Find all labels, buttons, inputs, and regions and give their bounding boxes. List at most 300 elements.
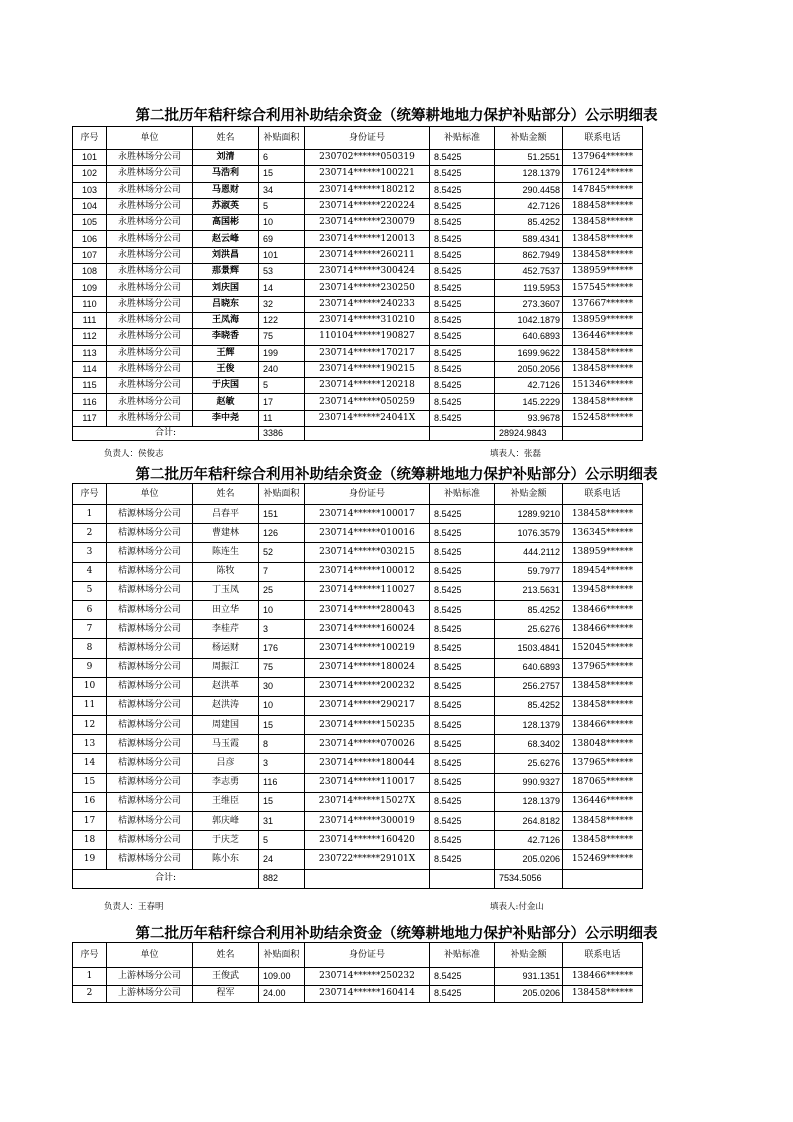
table-row — [73, 773, 643, 792]
cell-col-amount: 25.6276 — [495, 620, 563, 639]
cell-col-amount: 1289.9210 — [495, 505, 563, 524]
cell-col-unit: 永胜林场分公司 — [107, 231, 193, 247]
cell-col-unit: 桔源林场分公司 — [107, 620, 193, 639]
cell-col-name: 王凤海 — [193, 312, 259, 328]
cell-col-area: 6 — [259, 150, 305, 166]
cell-col-id: 230714******050259 — [305, 394, 430, 410]
header-col-id: 身份证号 — [305, 127, 430, 150]
cell-col-area: 69 — [259, 231, 305, 247]
cell-col-id: 230714******030215 — [305, 543, 430, 562]
cell-col-index: 7 — [73, 620, 107, 639]
table-row — [73, 620, 643, 639]
cell-col-name: 李中尧 — [193, 410, 259, 426]
cell-col-name: 吕春平 — [193, 505, 259, 524]
table-row — [73, 696, 643, 715]
total-label: 合计: — [73, 869, 259, 888]
cell-col-rate: 8.5425 — [430, 600, 495, 619]
cell-col-unit: 永胜林场分公司 — [107, 182, 193, 198]
cell-col-index: 8 — [73, 639, 107, 658]
header-col-unit: 单位 — [107, 484, 193, 505]
cell-col-unit: 桔源林场分公司 — [107, 639, 193, 658]
cell-col-phone: 138458****** — [563, 247, 643, 263]
total-empty-rate — [430, 427, 495, 441]
cell-col-phone: 137667****** — [563, 296, 643, 312]
cell-col-rate: 8.5425 — [430, 773, 495, 792]
table-row — [73, 562, 643, 581]
cell-col-unit: 桔源林场分公司 — [107, 543, 193, 562]
table-row — [73, 677, 643, 696]
cell-col-unit: 桔源林场分公司 — [107, 831, 193, 850]
cell-col-index: 101 — [73, 150, 107, 166]
cell-col-area: 14 — [259, 280, 305, 296]
cell-col-index: 10 — [73, 677, 107, 696]
cell-col-area: 52 — [259, 543, 305, 562]
cell-col-id: 230714******300019 — [305, 812, 430, 831]
cell-col-phone: 138959****** — [563, 264, 643, 280]
cell-col-phone: 138458****** — [563, 696, 643, 715]
cell-col-name: 马玉霞 — [193, 735, 259, 754]
total-empty-phone — [563, 427, 643, 441]
total-empty-rate — [430, 869, 495, 888]
table-row — [73, 264, 643, 280]
cell-col-name: 陈连生 — [193, 543, 259, 562]
cell-col-rate: 8.5425 — [430, 581, 495, 600]
cell-col-amount: 59.7977 — [495, 562, 563, 581]
cell-col-area: 30 — [259, 677, 305, 696]
cell-col-name: 田立华 — [193, 600, 259, 619]
total-row — [73, 427, 643, 441]
cell-col-rate: 8.5425 — [430, 231, 495, 247]
cell-col-unit: 桔源林场分公司 — [107, 677, 193, 696]
cell-col-area: 5 — [259, 198, 305, 214]
cell-col-rate: 8.5425 — [430, 735, 495, 754]
cell-col-name: 王俊武 — [193, 968, 259, 986]
cell-col-phone: 138458****** — [563, 812, 643, 831]
cell-col-index: 5 — [73, 581, 107, 600]
cell-col-index: 114 — [73, 361, 107, 377]
table-row — [73, 345, 643, 361]
cell-col-area: 24.00 — [259, 985, 305, 1003]
cell-col-index: 103 — [73, 182, 107, 198]
header-col-amount: 补贴金额 — [495, 943, 563, 968]
table-row — [73, 831, 643, 850]
cell-col-id: 230714******180212 — [305, 182, 430, 198]
header-col-name: 姓名 — [193, 127, 259, 150]
cell-col-area: 101 — [259, 247, 305, 263]
cell-col-area: 240 — [259, 361, 305, 377]
cell-col-amount: 264.8182 — [495, 812, 563, 831]
table-row — [73, 812, 643, 831]
cell-col-rate: 8.5425 — [430, 312, 495, 328]
cell-col-index: 109 — [73, 280, 107, 296]
cell-col-area: 176 — [259, 639, 305, 658]
cell-col-amount: 2050.2056 — [495, 361, 563, 377]
cell-col-unit: 桔源林场分公司 — [107, 812, 193, 831]
header-col-rate: 补贴标准 — [430, 943, 495, 968]
table-row — [73, 850, 643, 869]
cell-col-unit: 永胜林场分公司 — [107, 312, 193, 328]
header-col-rate: 补贴标准 — [430, 484, 495, 505]
table-row — [73, 754, 643, 773]
cell-col-phone: 152458****** — [563, 410, 643, 426]
cell-col-rate: 8.5425 — [430, 658, 495, 677]
cell-col-index: 110 — [73, 296, 107, 312]
cell-col-phone: 138466****** — [563, 600, 643, 619]
cell-col-amount: 25.6276 — [495, 754, 563, 773]
cell-col-index: 111 — [73, 312, 107, 328]
cell-col-id: 230714******200232 — [305, 677, 430, 696]
cell-col-name: 那景辉 — [193, 264, 259, 280]
cell-col-phone: 151346****** — [563, 378, 643, 394]
cell-col-unit: 永胜林场分公司 — [107, 150, 193, 166]
cell-col-id: 230714******230079 — [305, 215, 430, 231]
cell-col-phone: 138458****** — [563, 505, 643, 524]
cell-col-index: 112 — [73, 329, 107, 345]
cell-col-rate: 8.5425 — [430, 410, 495, 426]
table-row — [73, 968, 643, 986]
cell-col-phone: 189454****** — [563, 562, 643, 581]
cell-col-phone: 152469****** — [563, 850, 643, 869]
header-col-area: 补贴面积 — [259, 484, 305, 505]
cell-col-name: 赵敏 — [193, 394, 259, 410]
cell-col-rate: 8.5425 — [430, 505, 495, 524]
cell-col-amount: 589.4341 — [495, 231, 563, 247]
cell-col-id: 230714******250232 — [305, 968, 430, 986]
cell-col-name: 郭庆峰 — [193, 812, 259, 831]
cell-col-area: 7 — [259, 562, 305, 581]
cell-col-rate: 8.5425 — [430, 968, 495, 986]
cell-col-rate: 8.5425 — [430, 677, 495, 696]
total-empty-id — [305, 427, 430, 441]
header-col-amount: 补贴金额 — [495, 127, 563, 150]
table-row — [73, 505, 643, 524]
cell-col-phone: 138466****** — [563, 716, 643, 735]
table-row — [73, 182, 643, 198]
cell-col-index: 14 — [73, 754, 107, 773]
cell-col-area: 17 — [259, 394, 305, 410]
cell-col-name: 赵云峰 — [193, 231, 259, 247]
cell-col-index: 105 — [73, 215, 107, 231]
cell-col-index: 1 — [73, 968, 107, 986]
cell-col-area: 15 — [259, 716, 305, 735]
table-row — [73, 394, 643, 410]
cell-col-phone: 138458****** — [563, 215, 643, 231]
cell-col-unit: 桔源林场分公司 — [107, 754, 193, 773]
cell-col-amount: 640.6893 — [495, 329, 563, 345]
cell-col-unit: 永胜林场分公司 — [107, 215, 193, 231]
cell-col-unit: 桔源林场分公司 — [107, 562, 193, 581]
cell-col-id: 110104******190827 — [305, 329, 430, 345]
cell-col-index: 3 — [73, 543, 107, 562]
cell-col-id: 230714******110017 — [305, 773, 430, 792]
cell-col-area: 122 — [259, 312, 305, 328]
cell-col-rate: 8.5425 — [430, 639, 495, 658]
cell-col-name: 王俊 — [193, 361, 259, 377]
cell-col-index: 19 — [73, 850, 107, 869]
header-col-phone: 联系电话 — [563, 484, 643, 505]
cell-col-area: 25 — [259, 581, 305, 600]
total-label: 合计: — [73, 427, 259, 441]
table-row — [73, 329, 643, 345]
cell-col-id: 230714******100012 — [305, 562, 430, 581]
cell-col-unit: 桔源林场分公司 — [107, 850, 193, 869]
total-row — [73, 869, 643, 888]
cell-col-area: 75 — [259, 658, 305, 677]
cell-col-unit: 永胜林场分公司 — [107, 394, 193, 410]
cell-col-unit: 桔源林场分公司 — [107, 792, 193, 811]
cell-col-rate: 8.5425 — [430, 716, 495, 735]
cell-col-name: 苏淑英 — [193, 198, 259, 214]
cell-col-amount: 1699.9622 — [495, 345, 563, 361]
cell-col-rate: 8.5425 — [430, 166, 495, 182]
header-col-amount: 补贴金额 — [495, 484, 563, 505]
cell-col-index: 113 — [73, 345, 107, 361]
cell-col-phone: 138466****** — [563, 968, 643, 986]
cell-col-amount: 42.7126 — [495, 378, 563, 394]
cell-col-phone: 138458****** — [563, 831, 643, 850]
cell-col-index: 13 — [73, 735, 107, 754]
cell-col-phone: 138458****** — [563, 394, 643, 410]
cell-col-area: 34 — [259, 182, 305, 198]
cell-col-amount: 1042.1879 — [495, 312, 563, 328]
cell-col-phone: 137965****** — [563, 754, 643, 773]
cell-col-id: 230714******160414 — [305, 985, 430, 1003]
cell-col-index: 116 — [73, 394, 107, 410]
cell-col-unit: 桔源林场分公司 — [107, 735, 193, 754]
cell-col-id: 230714******120218 — [305, 378, 430, 394]
cell-col-area: 15 — [259, 792, 305, 811]
table-row — [73, 524, 643, 543]
cell-col-id: 230714******070026 — [305, 735, 430, 754]
cell-col-rate: 8.5425 — [430, 215, 495, 231]
cell-col-name: 马浩利 — [193, 166, 259, 182]
cell-col-index: 115 — [73, 378, 107, 394]
total-amount: 7534.5056 — [495, 869, 563, 888]
cell-col-amount: 273.3607 — [495, 296, 563, 312]
cell-col-id: 230714******260211 — [305, 247, 430, 263]
total-area: 882 — [259, 869, 305, 888]
cell-col-id: 230714******100221 — [305, 166, 430, 182]
table-row — [73, 280, 643, 296]
cell-col-unit: 永胜林场分公司 — [107, 280, 193, 296]
header-col-id: 身份证号 — [305, 484, 430, 505]
cell-col-unit: 永胜林场分公司 — [107, 166, 193, 182]
table-row — [73, 639, 643, 658]
cell-col-amount: 128.1379 — [495, 166, 563, 182]
cell-col-phone: 138458****** — [563, 677, 643, 696]
cell-col-name: 赵洪涛 — [193, 696, 259, 715]
cell-col-amount: 42.7126 — [495, 198, 563, 214]
cell-col-id: 230714******100017 — [305, 505, 430, 524]
cell-col-rate: 8.5425 — [430, 812, 495, 831]
cell-col-amount: 128.1379 — [495, 792, 563, 811]
cell-col-index: 102 — [73, 166, 107, 182]
cell-col-id: 230714******110027 — [305, 581, 430, 600]
cell-col-unit: 桔源林场分公司 — [107, 581, 193, 600]
cell-col-index: 104 — [73, 198, 107, 214]
section-3-table — [72, 942, 643, 1003]
table-row — [73, 215, 643, 231]
cell-col-id: 230714******190215 — [305, 361, 430, 377]
cell-col-name: 王维臣 — [193, 792, 259, 811]
cell-col-index: 12 — [73, 716, 107, 735]
cell-col-area: 116 — [259, 773, 305, 792]
cell-col-id: 230714******220224 — [305, 198, 430, 214]
cell-col-unit: 桔源林场分公司 — [107, 696, 193, 715]
cell-col-id: 230714******170217 — [305, 345, 430, 361]
cell-col-id: 230714******180044 — [305, 754, 430, 773]
cell-col-area: 31 — [259, 812, 305, 831]
cell-col-amount: 213.5631 — [495, 581, 563, 600]
cell-col-unit: 桔源林场分公司 — [107, 600, 193, 619]
cell-col-index: 4 — [73, 562, 107, 581]
total-empty-phone — [563, 869, 643, 888]
cell-col-amount: 128.1379 — [495, 716, 563, 735]
cell-col-rate: 8.5425 — [430, 754, 495, 773]
cell-col-amount: 205.0206 — [495, 985, 563, 1003]
table-row — [73, 312, 643, 328]
section-1-leader: 负责人：侯俊志 — [104, 449, 164, 459]
cell-col-phone: 136446****** — [563, 792, 643, 811]
cell-col-name: 王辉 — [193, 345, 259, 361]
cell-col-name: 吕彦 — [193, 754, 259, 773]
cell-col-unit: 永胜林场分公司 — [107, 378, 193, 394]
table-row — [73, 150, 643, 166]
cell-col-amount: 85.4252 — [495, 696, 563, 715]
cell-col-phone: 137965****** — [563, 658, 643, 677]
cell-col-name: 于庆国 — [193, 378, 259, 394]
cell-col-name: 周振江 — [193, 658, 259, 677]
cell-col-rate: 8.5425 — [430, 296, 495, 312]
cell-col-name: 周建国 — [193, 716, 259, 735]
cell-col-id: 230714******120013 — [305, 231, 430, 247]
table-row — [73, 166, 643, 182]
cell-col-phone: 136345****** — [563, 524, 643, 543]
cell-col-amount: 42.7126 — [495, 831, 563, 850]
section-1-table — [72, 126, 643, 441]
cell-col-index: 107 — [73, 247, 107, 263]
cell-col-id: 230714******280043 — [305, 600, 430, 619]
cell-col-phone: 138959****** — [563, 312, 643, 328]
cell-col-unit: 永胜林场分公司 — [107, 264, 193, 280]
table-row — [73, 600, 643, 619]
cell-col-area: 109.00 — [259, 968, 305, 986]
cell-col-index: 18 — [73, 831, 107, 850]
cell-col-rate: 8.5425 — [430, 329, 495, 345]
cell-col-index: 2 — [73, 985, 107, 1003]
cell-col-amount: 256.2757 — [495, 677, 563, 696]
cell-col-phone: 138458****** — [563, 231, 643, 247]
header-col-name: 姓名 — [193, 484, 259, 505]
cell-col-area: 10 — [259, 600, 305, 619]
cell-col-id: 230714******310210 — [305, 312, 430, 328]
cell-col-area: 11 — [259, 410, 305, 426]
header-col-area: 补贴面积 — [259, 127, 305, 150]
table-row — [73, 985, 643, 1003]
cell-col-phone: 152045****** — [563, 639, 643, 658]
cell-col-amount: 51.2551 — [495, 150, 563, 166]
table-row — [73, 792, 643, 811]
table-row — [73, 658, 643, 677]
cell-col-amount: 862.7949 — [495, 247, 563, 263]
table-header-row — [73, 943, 643, 968]
cell-col-index: 15 — [73, 773, 107, 792]
cell-col-id: 230714******180024 — [305, 658, 430, 677]
cell-col-index: 16 — [73, 792, 107, 811]
table-row — [73, 410, 643, 426]
table-row — [73, 198, 643, 214]
cell-col-name: 赵洪革 — [193, 677, 259, 696]
cell-col-rate: 8.5425 — [430, 150, 495, 166]
cell-col-phone: 138458****** — [563, 985, 643, 1003]
cell-col-rate: 8.5425 — [430, 562, 495, 581]
header-col-id: 身份证号 — [305, 943, 430, 968]
cell-col-phone: 157545****** — [563, 280, 643, 296]
cell-col-area: 8 — [259, 735, 305, 754]
cell-col-index: 6 — [73, 600, 107, 619]
table-row — [73, 581, 643, 600]
section-3-title: 第二批历年秸秆综合利用补助结余资金（统筹耕地地力保护补贴部分）公示明细表 — [135, 926, 658, 942]
cell-col-id: 230714******230250 — [305, 280, 430, 296]
section-2-filler: 填表人:付金山 — [490, 902, 544, 912]
header-col-rate: 补贴标准 — [430, 127, 495, 150]
cell-col-area: 10 — [259, 696, 305, 715]
cell-col-rate: 8.5425 — [430, 696, 495, 715]
header-col-index: 序号 — [73, 484, 107, 505]
cell-col-phone: 138466****** — [563, 620, 643, 639]
cell-col-amount: 145.2229 — [495, 394, 563, 410]
cell-col-amount: 640.6893 — [495, 658, 563, 677]
cell-col-name: 高国彬 — [193, 215, 259, 231]
total-amount: 28924.9843 — [495, 427, 563, 441]
cell-col-amount: 1503.4841 — [495, 639, 563, 658]
cell-col-id: 230714******100219 — [305, 639, 430, 658]
cell-col-unit: 永胜林场分公司 — [107, 410, 193, 426]
cell-col-area: 15 — [259, 166, 305, 182]
cell-col-amount: 290.4458 — [495, 182, 563, 198]
cell-col-amount: 931.1351 — [495, 968, 563, 986]
table-row — [73, 361, 643, 377]
cell-col-unit: 桔源林场分公司 — [107, 505, 193, 524]
table-header-row — [73, 127, 643, 150]
table-row — [73, 735, 643, 754]
table-row — [73, 231, 643, 247]
cell-col-name: 丁玉凤 — [193, 581, 259, 600]
cell-col-rate: 8.5425 — [430, 985, 495, 1003]
cell-col-phone: 188458****** — [563, 198, 643, 214]
cell-col-index: 17 — [73, 812, 107, 831]
section-1-title: 第二批历年秸秆综合利用补助结余资金（统筹耕地地力保护补贴部分）公示明细表 — [135, 108, 658, 124]
cell-col-area: 24 — [259, 850, 305, 869]
cell-col-index: 1 — [73, 505, 107, 524]
cell-col-index: 106 — [73, 231, 107, 247]
cell-col-phone: 139458****** — [563, 581, 643, 600]
cell-col-rate: 8.5425 — [430, 850, 495, 869]
cell-col-rate: 8.5425 — [430, 792, 495, 811]
cell-col-rate: 8.5425 — [430, 524, 495, 543]
cell-col-id: 230714******150235 — [305, 716, 430, 735]
cell-col-id: 230714******160420 — [305, 831, 430, 850]
cell-col-amount: 68.3402 — [495, 735, 563, 754]
cell-col-name: 陈牧 — [193, 562, 259, 581]
table-row — [73, 296, 643, 312]
table-row — [73, 716, 643, 735]
total-area: 3386 — [259, 427, 305, 441]
table-row — [73, 543, 643, 562]
cell-col-id: 230714******15027X — [305, 792, 430, 811]
cell-col-name: 刘清 — [193, 150, 259, 166]
cell-col-rate: 8.5425 — [430, 394, 495, 410]
